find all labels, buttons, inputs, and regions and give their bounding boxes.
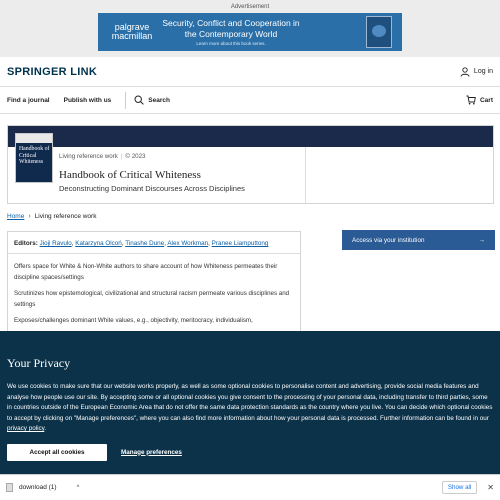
nav-cart-button[interactable] [466, 95, 493, 105]
cookie-consent-banner [0, 331, 500, 474]
ad-publisher-line1: palgrave [114, 22, 150, 32]
nav-divider [125, 92, 126, 109]
highlight-item: Scrutinizes how epistemological, civilizational and structural racism permeate various disciplines and settings [14, 290, 290, 308]
site-header [0, 57, 500, 87]
book-year: © 2023 [125, 153, 146, 160]
editor-link[interactable]: Pranee Liamputtong [211, 240, 269, 247]
book-card-divider [305, 147, 306, 203]
ad-book-cover [366, 16, 392, 48]
chevron-up-icon[interactable]: ^ [76, 484, 80, 491]
arrow-right-icon: → [478, 236, 485, 244]
editor-link[interactable]: Jioji Ravulo [39, 240, 72, 247]
show-all-button[interactable]: Show all [442, 481, 477, 494]
cookie-text-body: We use cookies to make sure that our website works properly, as well as some optional cookies to personalise content and advertising, provide social media features and analyse how people use our site. By accepting some or all optional cookies you give consent to the processing of your personal data, including transfer to third parties, some in countries outside of the European Economic Area that do not offer the same data protection standards as the country where you live. You can decide which optional cookies to accept by clicking on "Manage preferences", where you can also find more information about how your personal data is processed. Further information can be found in our [7, 383, 493, 422]
nav-cart-label: Cart [479, 96, 493, 104]
main-nav [0, 87, 500, 114]
ad-subtitle: Learn more about this book series. [196, 40, 266, 46]
book-subtitle: Deconstructing Dominant Discourses Across Disciplines [59, 184, 245, 193]
springer-link-logo[interactable]: SPRINGER LINK [7, 65, 98, 78]
cookie-title: Your Privacy [7, 356, 71, 370]
manage-preferences-link[interactable]: Manage preferences [121, 448, 182, 456]
download-filename: download (1) [19, 484, 57, 491]
advertisement-area [0, 0, 500, 57]
login-button[interactable] [460, 67, 493, 77]
ad-publisher-line2: macmillan [111, 31, 153, 41]
search-icon [134, 95, 144, 105]
editor-link[interactable]: Tinashe Dune [125, 240, 165, 247]
browser-download-bar [0, 474, 500, 500]
editors-label: Editors: [14, 240, 38, 247]
download-item[interactable] [6, 483, 57, 492]
cookie-text-end: . [44, 425, 47, 432]
login-label: Log in [473, 68, 493, 75]
access-label: Access via your institution [352, 236, 425, 244]
book-cover-image [15, 133, 53, 183]
book-cover-top-strip [16, 134, 52, 143]
file-icon [6, 483, 13, 492]
book-highlights [8, 254, 300, 327]
ad-publisher-logo [98, 23, 156, 41]
ad-title: Security, Conflict and Cooperation in the Contemporary World [162, 17, 300, 39]
breadcrumb-current: Living reference work [34, 213, 97, 220]
ad-banner[interactable] [98, 13, 402, 51]
highlight-item: Offers space for White & Non-White authors to share account of how Whiteness permeates their discipline spaces/settings [14, 263, 278, 281]
cart-icon [466, 95, 476, 105]
book-type: Living reference work [59, 153, 118, 160]
access-via-institution-button[interactable] [342, 230, 495, 250]
breadcrumb [7, 213, 96, 220]
cookie-text [7, 382, 493, 435]
nav-search-label: Search [148, 96, 170, 104]
nav-search-button[interactable] [134, 95, 170, 105]
chevron-right-icon: › [28, 213, 31, 220]
book-title: Handbook of Critical Whiteness [59, 169, 201, 181]
book-cover-title: Handbook of Critical Whiteness [19, 146, 50, 165]
privacy-policy-link[interactable]: privacy policy [7, 425, 45, 432]
book-meta: Living reference work | © 2023 [59, 153, 146, 160]
ad-label: Advertisement [230, 4, 270, 10]
cookie-actions [7, 444, 493, 461]
editor-link[interactable]: Alex Workman [167, 240, 209, 247]
breadcrumb-home-link[interactable]: Home [7, 213, 25, 220]
editors-line: Editors: Jioji Ravulo, Katarzyna Olcoń, Tinashe Dune, Alex Workman, Pranee Liamputtong [8, 232, 300, 254]
nav-publish-with-us[interactable]: Publish with us [63, 96, 112, 104]
book-header-band [8, 126, 493, 147]
highlight-item: Exposes/challenges dominant White values, e.g., objectivity, meritocracy, individualism, [14, 317, 253, 324]
download-bar-actions [442, 481, 494, 494]
book-details-panel [7, 231, 301, 331]
nav-find-journal[interactable]: Find a journal [7, 96, 50, 104]
ad-title-block [156, 18, 306, 47]
editor-link[interactable]: Katarzyna Olcoń [75, 240, 122, 247]
user-icon [460, 67, 470, 77]
close-icon[interactable]: ✕ [487, 483, 494, 492]
accept-all-cookies-button[interactable]: Accept all cookies [7, 444, 107, 461]
book-header-card [7, 125, 494, 204]
